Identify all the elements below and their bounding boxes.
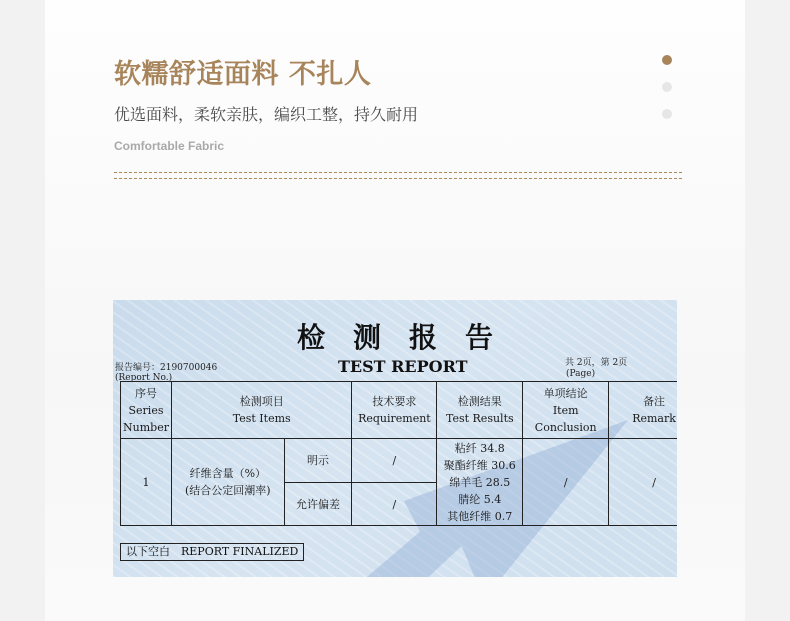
row-test-results (437, 439, 523, 526)
row-sub-tolerance: 允许偏差 (284, 483, 352, 526)
header-conclusion (523, 382, 609, 439)
header-item-en: Test Items (232, 412, 291, 425)
pagination-dots (662, 55, 672, 136)
result-line-3: 绵羊毛 28.5 (449, 475, 511, 489)
report-number: 报告编号：2190700046 (115, 363, 218, 373)
header-seq-cn: 序号 (134, 386, 157, 400)
header-seq-en2: Number (123, 420, 169, 434)
row-item-line1: 纤维含量（%） (189, 467, 267, 480)
result-line-2: 聚酯纤维 30.6 (443, 458, 516, 472)
pagination-dot-3[interactable] (662, 109, 672, 119)
report-table (120, 381, 677, 526)
row-seq: 1 (121, 439, 172, 526)
report-page-info: 共 2页，第 2页 (565, 358, 628, 368)
table-header-row (121, 382, 678, 439)
pagination-dot-2[interactable] (662, 82, 672, 92)
header-requirement (352, 382, 437, 439)
table-row (121, 439, 678, 483)
header-concl-en1: Item (552, 403, 579, 417)
header-seq-en1: Series (128, 403, 164, 417)
row-conclusion: / (523, 439, 609, 526)
section-title: 软糯舒适面料 不扎人 (114, 59, 372, 90)
report-title-cn: 检测报告 (296, 321, 521, 354)
header-remark (609, 382, 677, 439)
report-page-label-en: (Page) (566, 369, 596, 379)
header-remark-en: Remark (632, 412, 676, 425)
row-sub-declared: 明示 (284, 439, 352, 483)
header-concl-en2: Conclusion (534, 420, 597, 434)
divider-dashed-bottom (114, 178, 682, 179)
section-caption-en: Comfortable Fabric (114, 139, 225, 153)
row-req-declared: / (352, 439, 437, 483)
header-concl-cn: 单项结论 (543, 386, 588, 400)
report-footer-note: 以下空白 REPORT FINALIZED (120, 543, 304, 561)
section-subtitle: 优选面料，柔软亲肤，编织工整，持久耐用 (114, 105, 419, 124)
header-remark-cn: 备注 (643, 395, 666, 408)
header-result-cn: 检测结果 (457, 395, 502, 408)
header-seq (121, 382, 172, 439)
divider-dashed-top (114, 172, 682, 173)
pagination-dot-1[interactable] (662, 55, 672, 65)
row-remark: / (609, 439, 677, 526)
header-test-results (437, 382, 523, 439)
header-req-en: Requirement (358, 412, 431, 425)
row-test-item (171, 439, 284, 526)
header-test-items (171, 382, 351, 439)
result-line-1: 粘纤 34.8 (454, 441, 505, 455)
report-title-en: TEST REPORT (338, 357, 468, 376)
header-req-cn: 技术要求 (372, 395, 417, 408)
header-result-en: Test Results (445, 412, 514, 425)
test-report-image (113, 300, 677, 577)
row-item-line2: (结合公定回潮率) (185, 484, 271, 497)
report-number-label-en: (Report No.) (115, 373, 173, 383)
header-item-cn: 检测项目 (239, 395, 284, 408)
row-req-tolerance: / (352, 483, 437, 526)
result-line-5: 其他纤维 0.7 (447, 509, 513, 523)
result-line-4: 腈纶 5.4 (458, 492, 502, 506)
